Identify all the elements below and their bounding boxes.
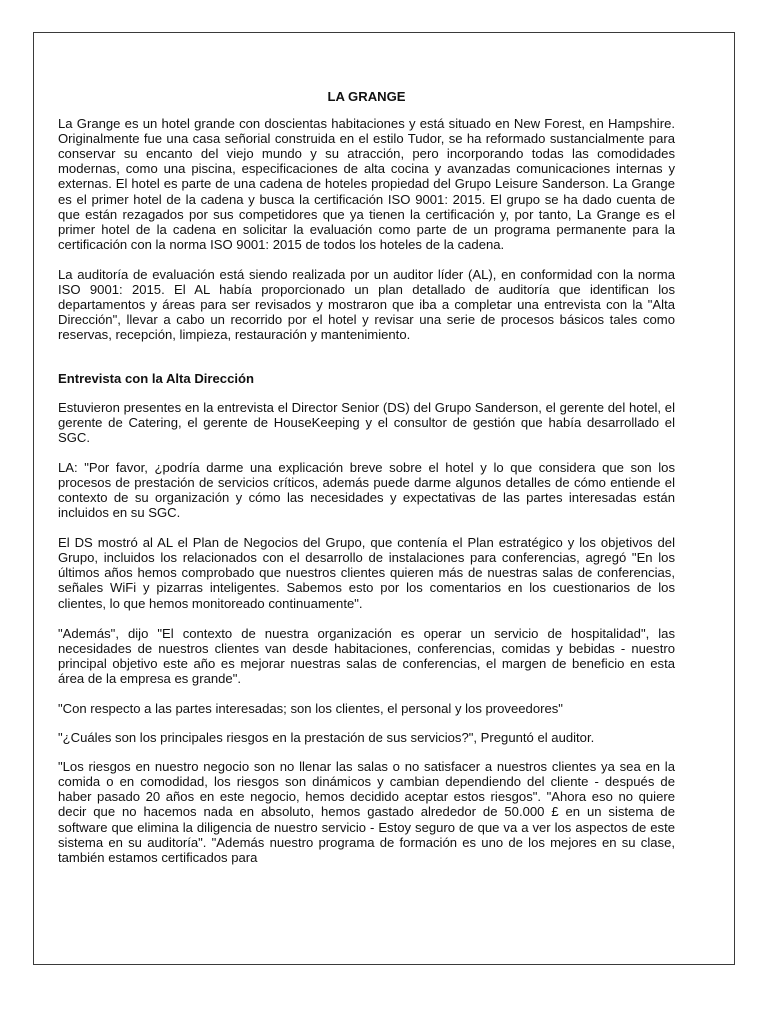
- section-paragraph-4: "Además", dijo "El contexto de nuestra organización es operar un servicio de hospitalidad", las necesidades de nuestros clientes van desde habitaciones, conferencias, comidas y bebidas - nuestro principal objetivo este año es mejorar nuestras salas de conferencias, el margen de beneficio en esta área de la empresa es grande".: [58, 625, 675, 686]
- section-paragraph-3: El DS mostró al AL el Plan de Negocios del Grupo, que contenía el Plan estratégico y los objetivos del Grupo, incluidos los relacionados con el desarrollo de instalaciones para conferencias, agregó "En los últimos años hemos comprobado que nuestros clientes quieren más de nuestras salas de conferencias, señales WiFi y pizarras inteligentes. Sabemos esto por los comentarios en los cuestionarios de los clientes, lo que hemos monitoreado continuamente".: [58, 535, 675, 611]
- section-paragraph-5: "Con respecto a las partes interesadas; son los clientes, el personal y los proveedores": [58, 701, 563, 716]
- intro-paragraph-2: La auditoría de evaluación está siendo realizada por un auditor líder (AL), en conformidad con la norma ISO 9001: 2015. El AL había proporcionado un plan detallado de auditoría que identifican los departamentos y áreas para ser revisados y mostraron que iba a completar una entrevista con la "Alta Dirección", llevar a cabo un recorrido por el hotel y revisar una serie de procesos básicos tales como reservas, recepción, limpieza, restauración y mantenimiento.: [58, 266, 675, 343]
- document-body: [58, 89, 675, 880]
- section-paragraph-6: "¿Cuáles son los principales riesgos en la prestación de sus servicios?", Preguntó el auditor.: [58, 730, 595, 746]
- document-title: LA GRANGE: [327, 89, 406, 104]
- section-heading: Entrevista con la Alta Dirección: [58, 371, 254, 387]
- intro-paragraph-1: La Grange es un hotel grande con doscientas habitaciones y está situado en New Forest, en Hampshire. Originalmente fue una casa señorial construida en el estilo Tudor, se ha reformado sustancialmente para conservar su encanto del viejo mundo y su atracción, pero incorporando todas las comodidades modernas, como una piscina, especificaciones de alta cocina y avanzadas comunicaciones internas y externas. El hotel es parte de una cadena de hoteles propiedad del Grupo Leisure Sanderson. La Grange es el primer hotel de la cadena y busca la certificación ISO 9001: 2015. El grupo se ha dado cuenta de que están rezagados por sus competidores que ya tienen la certificación y, por tanto, La Grange es el primer hotel de la cadena en solicitar la evaluación como parte de un programa permanente para la certificación con la norma ISO 9001: 2015 de todos los hoteles de la cadena.: [58, 116, 675, 252]
- section-paragraph-1: Estuvieron presentes en la entrevista el Director Senior (DS) del Grupo Sanderson, el gerente del hotel, el gerente de Catering, el gerente de HouseKeeping y el consultor de gestión que había desarrollado el SGC.: [58, 399, 675, 445]
- section-paragraph-7: "Los riesgos en nuestro negocio son no llenar las salas o no satisfacer a nuestros clientes ya sea en la comida o en comodidad, los riesgos son dinámicos y cambian dependiendo del cliente - después de haber pasado 20 años en este negocio, hemos decidido aceptar estos riesgos". "Ahora eso no quiere decir que no hacemos nada en absoluto, hemos gastado alrededor de 50.000 £ en un sistema de software que elimina la diligencia de nuestro servicio - Estoy seguro de que va a ver los aspectos de este sistema en su auditoría". "Además nuestro programa de formación es uno de los mejores en su clase, también estamos certificados para: [58, 759, 675, 865]
- section-paragraph-2: LA: "Por favor, ¿podría darme una explicación breve sobre el hotel y lo que considera que son los procesos de prestación de servicios críticos, además puede darme algunos detalles de cómo entiende el contexto de su organización y cómo las necesidades y expectativas de las partes interesadas están incluidos en su SGC.: [58, 459, 675, 521]
